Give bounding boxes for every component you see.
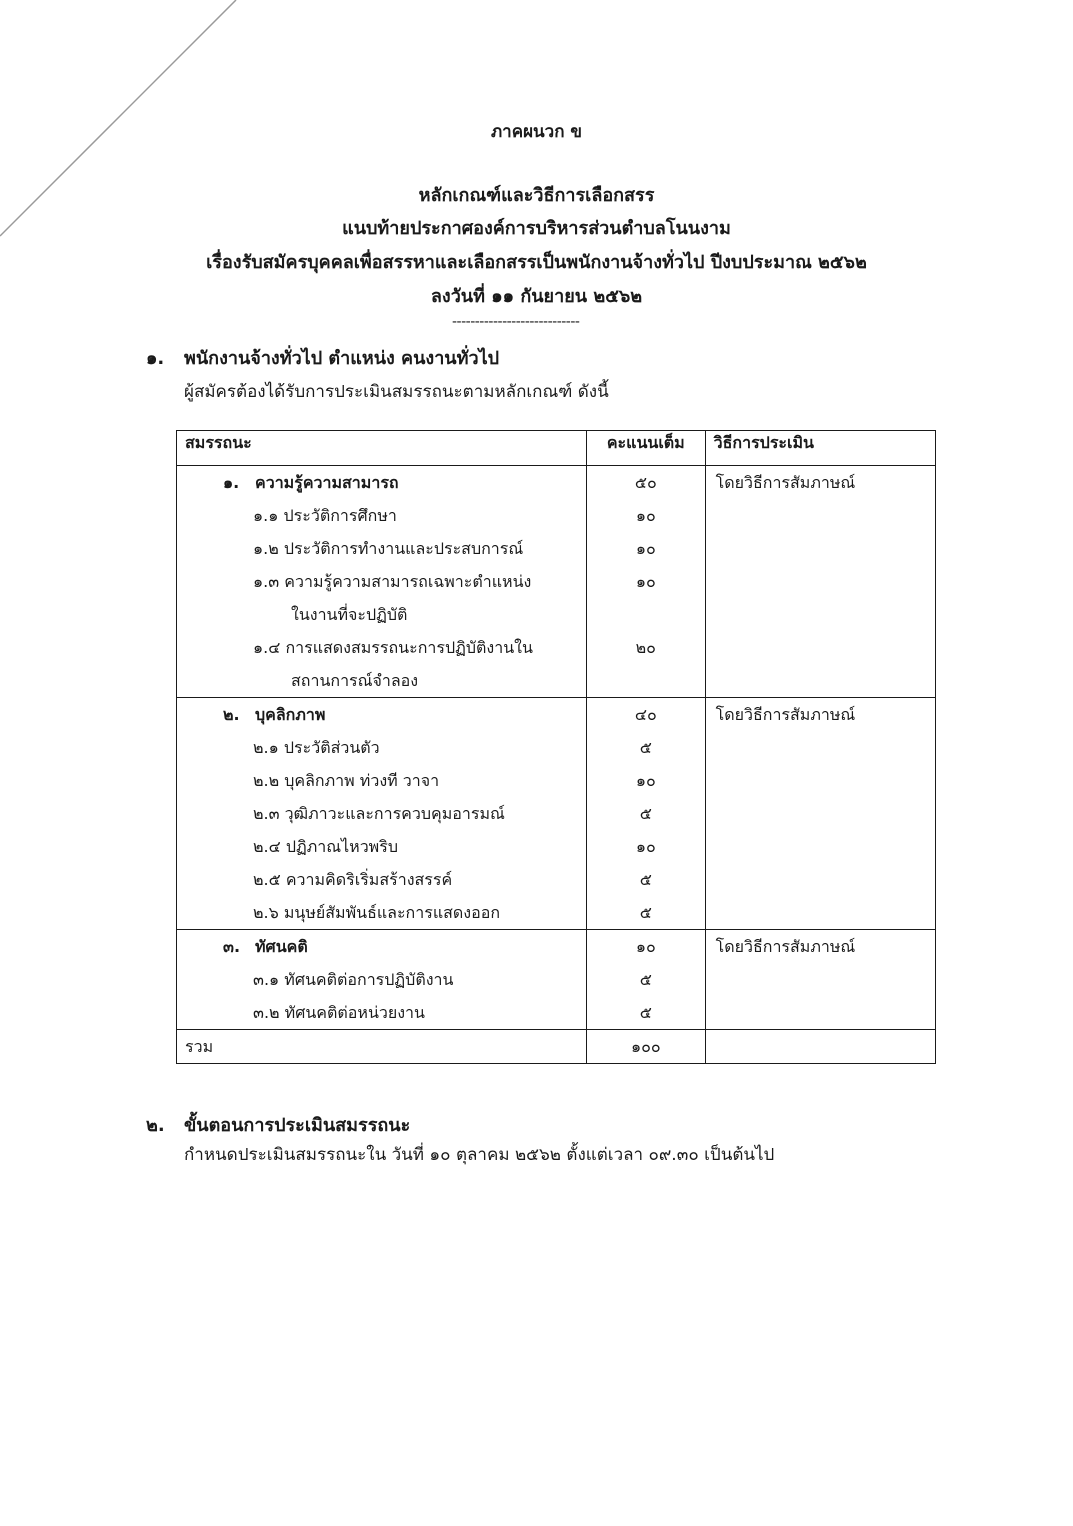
group-score: ๔๐ — [634, 705, 657, 724]
item-score: ๕ — [639, 870, 652, 889]
group-score-cell — [586, 466, 705, 698]
competency-table — [176, 430, 936, 1064]
section-2-heading — [146, 1110, 410, 1139]
item-score: ๑๐ — [635, 506, 656, 525]
table-group-row — [177, 698, 936, 930]
item-label: ๑.๓ ความรู้ความสามารถเฉพาะตำแหน่ง — [253, 572, 532, 591]
group-competency-cell — [177, 698, 587, 930]
group-title: ๓. ทัศนคติ — [223, 937, 308, 956]
item-label: ๒.๓ วุฒิภาวะและการควบคุมอารมณ์ — [253, 804, 505, 823]
item-score: ๕ — [639, 1003, 652, 1022]
group-title: ๑. ความรู้ความสามารถ — [223, 473, 399, 492]
heading-line-2: แนบท้ายประกาศองค์การบริหารส่วนตำบลโนนงาม — [342, 218, 731, 239]
group-score-cell — [586, 698, 705, 930]
table-total-row — [177, 1030, 936, 1064]
item-score: ๕ — [639, 738, 652, 757]
item-label: ๑.๑ ประวัติการศึกษา — [253, 506, 397, 525]
section-1-title: พนักงานจ้างทั่วไป ตำแหน่ง คนงานทั่วไป — [184, 348, 500, 369]
heading-divider: ---------------------------- — [452, 314, 580, 330]
section-2-title: ขั้นตอนการประเมินสมรรถนะ — [184, 1115, 411, 1136]
group-score: ๕๐ — [634, 473, 657, 492]
item-label: ๑.๒ ประวัติการทำงานและประสบการณ์ — [253, 539, 524, 558]
group-competency-cell — [177, 466, 587, 698]
group-competency-cell — [177, 930, 587, 1030]
section-1-heading — [146, 343, 499, 372]
group-method: โดยวิธีการสัมภาษณ์ — [715, 705, 856, 724]
item-score: ๕ — [639, 804, 652, 823]
header-competency: สมรรถนะ — [177, 431, 587, 466]
group-method: โดยวิธีการสัมภาษณ์ — [715, 937, 856, 956]
group-method-cell — [705, 466, 935, 698]
group-method-cell — [705, 930, 935, 1030]
item-label: ๒.๔ ปฏิภาณไหวพริบ — [253, 837, 398, 856]
item-label: ๒.๒ บุคลิกภาพ ท่วงที วาจา — [253, 771, 440, 790]
table-group-row — [177, 466, 936, 698]
total-label: รวม — [185, 1037, 214, 1056]
heading-line-3: เรื่องรับสมัครบุคคลเพื่อสรรหาและเลือกสรรเป็นพนักงานจ้างทั่วไป ปีงบประมาณ ๒๕๖๒ — [206, 252, 867, 273]
section-2-number: ๒. — [146, 1115, 165, 1136]
item-label-continued: สถานการณ์จำลอง — [291, 671, 419, 690]
item-score: ๒๐ — [635, 638, 656, 657]
item-label: ๑.๔ การแสดงสมรรถนะการปฏิบัติงานใน — [253, 638, 533, 657]
heading-line-1: หลักเกณฑ์และวิธีการเลือกสรร — [418, 185, 655, 206]
item-score: ๑๐ — [635, 771, 656, 790]
header-full-score: คะแนนเต็ม — [586, 431, 705, 466]
group-score: ๑๐ — [635, 937, 656, 956]
item-label: ๓.๒ ทัศนคติต่อหน่วยงาน — [253, 1003, 425, 1022]
item-score: ๑๐ — [635, 837, 656, 856]
header-method: วิธีการประเมิน — [705, 431, 935, 466]
table-group-row — [177, 930, 936, 1030]
group-title: ๒. บุคลิกภาพ — [223, 705, 326, 724]
annex-title: ภาคผนวก ข — [490, 122, 583, 142]
item-label: ๓.๑ ทัศนคติต่อการปฏิบัติงาน — [253, 970, 454, 989]
item-score: ๕ — [639, 903, 652, 922]
section-1-number: ๑. — [146, 348, 165, 369]
heading-line-4: ลงวันที่ ๑๑ กันยายน ๒๕๖๒ — [430, 286, 643, 307]
table-header-row — [177, 431, 936, 466]
section-1-subtitle: ผู้สมัครต้องได้รับการประเมินสมรรถนะตามหลักเกณฑ์ ดังนี้ — [184, 382, 609, 402]
group-method: โดยวิธีการสัมภาษณ์ — [715, 473, 856, 492]
item-score: ๑๐ — [635, 572, 656, 591]
item-label: ๒.๕ ความคิดริเริ่มสร้างสรรค์ — [253, 870, 453, 889]
total-score: ๑๐๐ — [630, 1037, 661, 1056]
item-label: ๒.๑ ประวัติส่วนตัว — [253, 738, 380, 757]
section-2-text: กำหนดประเมินสมรรถนะใน วันที่ ๑๐ ตุลาคม ๒๕๖๒ ตั้งแต่เวลา ๐๙.๓๐ เป็นต้นไป — [184, 1145, 775, 1165]
group-score-cell — [586, 930, 705, 1030]
item-label-continued: ในงานที่จะปฏิบัติ — [291, 605, 408, 624]
item-score: ๕ — [639, 970, 652, 989]
item-label: ๒.๖ มนุษย์สัมพันธ์และการแสดงออก — [253, 903, 501, 922]
item-score: ๑๐ — [635, 539, 656, 558]
group-method-cell — [705, 698, 935, 930]
